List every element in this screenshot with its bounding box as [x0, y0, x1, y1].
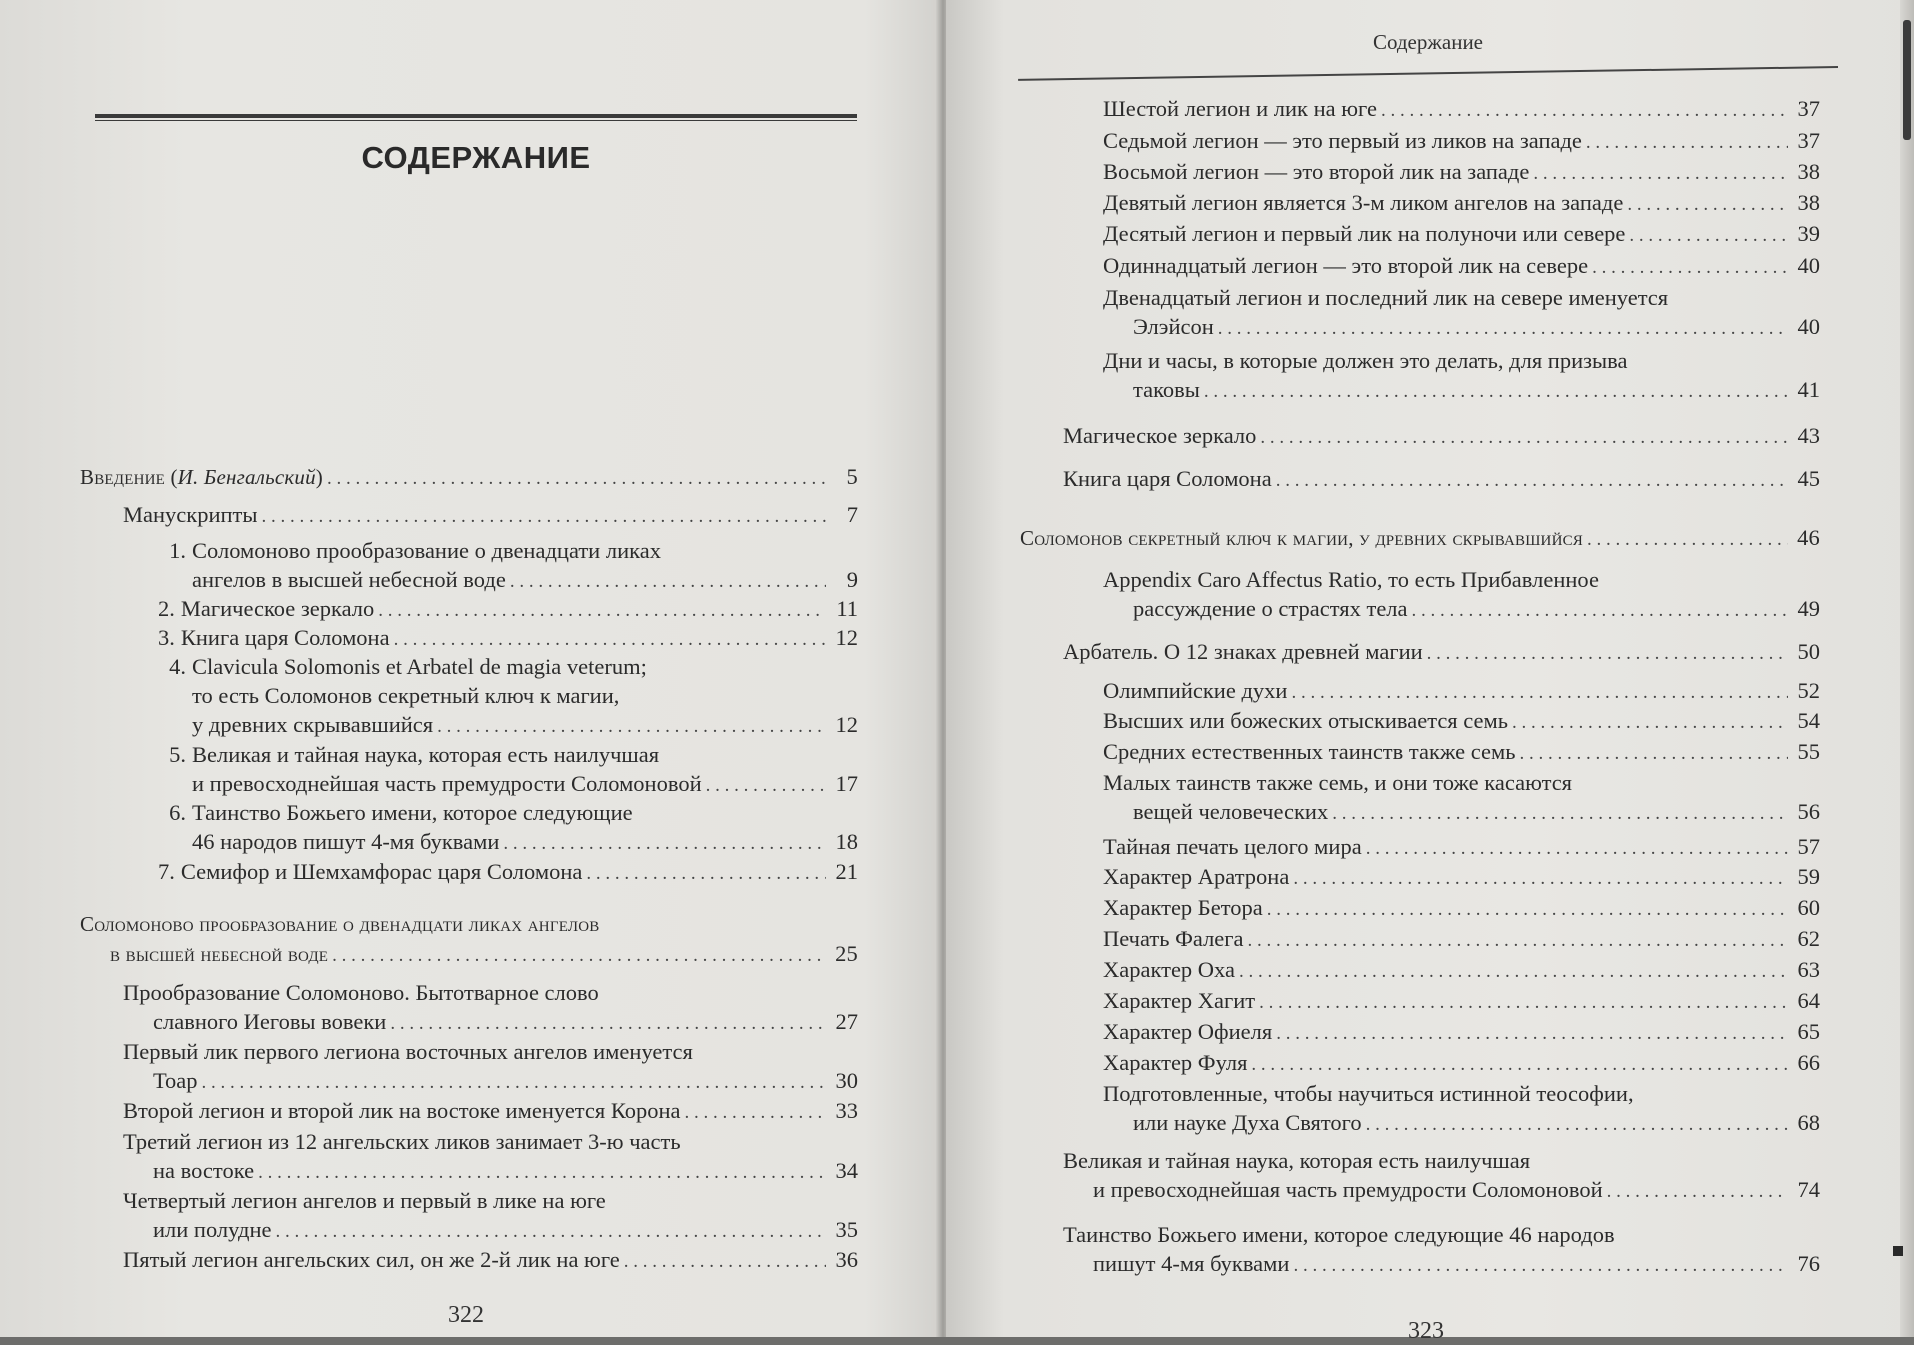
- toc-entry: [1103, 924, 1820, 955]
- toc-page-number: 18: [835, 829, 858, 854]
- toc-entry-title: Характер Аратрона: [1103, 864, 1290, 889]
- toc-page-number: 25: [835, 941, 858, 966]
- toc-entry-title: у древних скрывавшийся: [192, 712, 434, 737]
- running-head: Содержание: [1372, 30, 1484, 54]
- toc-page-number: 56: [1797, 799, 1820, 824]
- toc-entry-title: Первый лик первого легиона восточных ангелов именуется: [123, 1039, 693, 1064]
- toc-page-number: 63: [1797, 957, 1820, 982]
- toc-entry-number: 3.: [158, 625, 175, 650]
- dot-leader: [1592, 253, 1788, 282]
- toc-entry-title: Соломоново прообразование о двенадцати ликах ангелов: [80, 912, 600, 936]
- toc-entry-title: Соломонов секретный ключ к магии, у древних скрывавшийся: [1020, 526, 1584, 550]
- toc-page-number: 12: [835, 712, 858, 737]
- toc-page-number: 38: [1797, 159, 1820, 184]
- toc-page-number: 36: [835, 1247, 858, 1272]
- toc-entry: [1103, 1048, 1820, 1079]
- toc-page-number: 34: [835, 1158, 858, 1183]
- toc-page-number: 64: [1797, 988, 1820, 1013]
- page-title: СОДЕРЖАНИЕ: [361, 140, 591, 175]
- toc-page-number: 76: [1797, 1251, 1820, 1276]
- toc-entry-title: Семифор и Шемхамфорас царя Соломона: [180, 859, 583, 884]
- dot-leader: [332, 941, 826, 970]
- toc-entry-number: 6.: [169, 800, 186, 825]
- toc-page-number: 62: [1797, 926, 1820, 951]
- dot-leader: [1276, 1019, 1788, 1048]
- toc-entry-title: Печать Фалега: [1103, 926, 1244, 951]
- dot-leader: [1260, 423, 1788, 452]
- toc-entry-author: И. Бенгальский: [177, 465, 316, 489]
- toc-entry: [158, 740, 858, 800]
- toc-entry-title: Десятый легион и первый лик на полуночи или севере: [1103, 221, 1626, 246]
- toc-page-number: 37: [1797, 128, 1820, 153]
- dot-leader: [1586, 128, 1788, 157]
- toc-entry: [80, 462, 858, 493]
- toc-entry-title: Соломоново прообразование о двенадцати ликах: [192, 538, 661, 563]
- toc-entry-title: Дни и часы, в которые должен это делать, для призыва: [1103, 348, 1628, 373]
- toc-entry-title: Восьмой легион — это второй лик на западе: [1103, 159, 1530, 184]
- toc-entry: [123, 1127, 858, 1187]
- toc-entry-title: Таинство Божьего имени, которое следующие 46 народов: [1063, 1222, 1615, 1247]
- dot-leader: [1332, 799, 1788, 828]
- toc-entry-title: Введение (И. Бенгальский): [80, 465, 323, 489]
- toc-page-number: 7: [846, 502, 858, 527]
- toc-entry-title: Великая и тайная наука, которая есть наилучшая: [1063, 1148, 1531, 1173]
- toc-entry-title: Высших или божеских отыскивается семь: [1103, 708, 1509, 733]
- toc-page-number: 12: [835, 625, 858, 650]
- dot-leader: [1412, 596, 1788, 625]
- dot-leader: [327, 464, 826, 493]
- toc-entry-title: Шестой легион и лик на юге: [1103, 96, 1377, 121]
- toc-entry-title: Средних естественных таинств также семь: [1103, 739, 1516, 764]
- toc-entry: [1103, 283, 1820, 343]
- toc-entry-title: Таинство Божьего имени, которое следующие: [192, 800, 633, 825]
- toc-entry-title: Характер Хагит: [1103, 988, 1256, 1013]
- toc-entry: [1103, 1017, 1820, 1048]
- toc-page-number: 66: [1797, 1050, 1820, 1075]
- title-rule: [95, 114, 857, 121]
- toc-entry-title: на востоке: [153, 1158, 255, 1183]
- dot-leader: [1533, 159, 1788, 188]
- dot-leader: [394, 625, 826, 654]
- toc-entry: [158, 798, 858, 858]
- toc-entry-title: Третий легион из 12 ангельских ликов занимает 3-ю часть: [123, 1129, 681, 1154]
- toc-page-number: 38: [1797, 190, 1820, 215]
- folio-right: 323: [1408, 1318, 1444, 1344]
- toc-entry-title: Магическое зеркало: [180, 596, 375, 621]
- toc-entry-title: Appendix Caro Affectus Ratio, то есть Прибавленное: [1103, 567, 1599, 592]
- toc-entry: [158, 623, 858, 654]
- toc-entry: [1103, 565, 1820, 625]
- toc-entry-number: 7.: [158, 859, 175, 884]
- toc-entry-title: в высшей небесной воде: [110, 942, 329, 966]
- toc-entry: [123, 1186, 858, 1246]
- toc-entry-title: то есть Соломонов секретный ключ к магии,: [192, 683, 620, 708]
- toc-entry: [1103, 986, 1820, 1017]
- toc-entry-title: или полудне: [153, 1217, 272, 1242]
- toc-entry: [1063, 1146, 1820, 1206]
- toc-entry: [1063, 421, 1820, 452]
- toc-entry-title: Характер Бетора: [1103, 895, 1263, 920]
- toc-page-number: 50: [1797, 639, 1820, 664]
- toc-entry-title: Элэйсон: [1133, 314, 1214, 339]
- toc-entry: [123, 1096, 858, 1127]
- toc-entry-number: 2.: [158, 596, 175, 621]
- toc-entry-title: Манускрипты: [123, 502, 258, 527]
- dot-leader: [258, 1158, 826, 1187]
- toc-entry-title: Характер Офиеля: [1103, 1019, 1273, 1044]
- toc-page-number: 17: [835, 771, 858, 796]
- toc-entry: [1103, 94, 1820, 125]
- toc-entry-title: Clavicula Solomonis et Arbatel de magia veterum;: [192, 654, 647, 679]
- dot-leader: [624, 1247, 826, 1276]
- toc-entry-title: вещей человеческих: [1133, 799, 1329, 824]
- toc-entry: [1103, 219, 1820, 250]
- toc-entry: [1020, 523, 1820, 554]
- toc-entry-title: пишут 4-мя буквами: [1093, 1251, 1290, 1276]
- toc-entry-title: и превосходнейшая часть премудрости Соломоновой: [1093, 1177, 1603, 1202]
- dot-leader: [1587, 525, 1788, 554]
- toc-page-number: 21: [835, 859, 858, 884]
- toc-entry-title: Прообразование Соломоново. Бытотварное слово: [123, 980, 599, 1005]
- dot-leader: [1259, 988, 1788, 1017]
- toc-entry-title: Четвертый легион ангелов и первый в лике на юге: [123, 1188, 606, 1213]
- toc-entry: [1063, 637, 1820, 668]
- toc-entry: [1103, 157, 1820, 188]
- dot-leader: [1276, 466, 1788, 495]
- toc-entry: [158, 536, 858, 596]
- toc-entry-title: ангелов в высшей небесной воде: [192, 567, 506, 592]
- dot-leader: [1291, 678, 1788, 707]
- dot-leader: [1204, 377, 1788, 406]
- toc-page-number: 35: [835, 1217, 858, 1242]
- toc-page-number: 60: [1797, 895, 1820, 920]
- toc-entry-title: или науке Духа Святого: [1133, 1110, 1362, 1135]
- dot-leader: [1381, 96, 1788, 125]
- toc-entry-title: Великая и тайная наука, которая есть наилучшая: [192, 742, 660, 767]
- toc-page-number: 57: [1797, 834, 1820, 859]
- toc-entry: [1103, 676, 1820, 707]
- dot-leader: [378, 596, 826, 625]
- toc-entry: [158, 857, 858, 888]
- toc-entry: [158, 652, 858, 741]
- dot-leader: [1520, 739, 1788, 768]
- dot-leader: [510, 567, 826, 596]
- dot-leader: [503, 829, 826, 858]
- toc-entry-title: Книга царя Соломона: [1063, 466, 1272, 491]
- toc-entry: [1103, 346, 1820, 406]
- toc-entry: [80, 910, 858, 970]
- toc-entry-title: таковы: [1133, 377, 1200, 402]
- dot-leader: [1218, 314, 1788, 343]
- toc-page-number: 27: [835, 1009, 858, 1034]
- toc-entry: [1103, 706, 1820, 737]
- toc-entry: [1103, 862, 1820, 893]
- page-edge: [1900, 0, 1914, 1337]
- dot-leader: [202, 1068, 826, 1097]
- toc-entry-title: Седьмой легион — это первый из ликов на западе: [1103, 128, 1582, 153]
- toc-page-number: 54: [1797, 708, 1820, 733]
- toc-entry-title: Двенадцатый легион и последний лик на севере именуется: [1103, 285, 1669, 310]
- dot-leader: [390, 1009, 826, 1038]
- toc-entry: [1103, 737, 1820, 768]
- dot-leader: [586, 859, 826, 888]
- toc-entry: [1103, 251, 1820, 282]
- toc-entry: [123, 1245, 858, 1276]
- dot-leader: [685, 1098, 826, 1127]
- toc-entry-number: 4.: [169, 654, 186, 679]
- toc-entry-title: славного Иеговы вовеки: [153, 1009, 387, 1034]
- dot-leader: [1293, 864, 1788, 893]
- toc-page-number: 68: [1797, 1110, 1820, 1135]
- toc-entry-title: рассуждение о страстях тела: [1133, 596, 1408, 621]
- toc-entry: [1103, 955, 1820, 986]
- toc-entry-title: 46 народов пишут 4-мя буквами: [192, 829, 500, 854]
- toc-entry-number: 1.: [169, 538, 186, 563]
- toc-page-number: 39: [1797, 221, 1820, 246]
- toc-entry: [123, 1037, 858, 1097]
- toc-entry: [1063, 1220, 1820, 1280]
- toc-entry: [1063, 464, 1820, 495]
- toc-page-number: 33: [835, 1098, 858, 1123]
- toc-entry: [1103, 188, 1820, 219]
- toc-entry-number: 5.: [169, 742, 186, 767]
- toc-entry-title: Малых таинств также семь, и они тоже касаются: [1103, 770, 1573, 795]
- toc-page-number: 37: [1797, 96, 1820, 121]
- dot-leader: [1366, 834, 1788, 863]
- toc-page-number: 30: [835, 1068, 858, 1093]
- toc-entry-title: Пятый легион ангельских сил, он же 2-й лик на юге: [123, 1247, 620, 1272]
- dot-leader: [1627, 190, 1788, 219]
- dot-leader: [1427, 639, 1788, 668]
- dot-leader: [1629, 221, 1788, 250]
- toc-entry: [1103, 768, 1820, 828]
- dot-leader: [437, 712, 826, 741]
- toc-page-number: 74: [1797, 1177, 1820, 1202]
- dot-leader: [1512, 708, 1788, 737]
- toc-entry-title: Книга царя Соломона: [180, 625, 390, 650]
- toc-page-number: 65: [1797, 1019, 1820, 1044]
- folio-left: 322: [448, 1302, 484, 1328]
- toc-page-number: 46: [1797, 525, 1820, 550]
- dot-leader: [1248, 926, 1788, 955]
- dot-leader: [275, 1217, 826, 1246]
- dot-leader: [1239, 957, 1788, 986]
- toc-page-number: 52: [1797, 678, 1820, 703]
- dot-leader: [1366, 1110, 1788, 1139]
- toc-page-number: 40: [1797, 253, 1820, 278]
- toc-page-number: 49: [1797, 596, 1820, 621]
- toc-page-number: 9: [846, 567, 858, 592]
- toc-entry-title: Характер Оха: [1103, 957, 1235, 982]
- toc-entry: [123, 500, 858, 531]
- toc-page-number: 45: [1797, 466, 1820, 491]
- toc-page-number: 59: [1797, 864, 1820, 889]
- toc-page-number: 41: [1797, 377, 1820, 402]
- toc-entry-title: Одиннадцатый легион — это второй лик на севере: [1103, 253, 1589, 278]
- toc-entry: [1103, 1079, 1820, 1139]
- toc-entry-title: Второй легион и второй лик на востоке именуется Корона: [123, 1098, 681, 1123]
- dot-leader: [1293, 1251, 1788, 1280]
- toc-page-number: 43: [1797, 423, 1820, 448]
- toc-entry-title: Девятый легион является 3-м ликом ангелов на западе: [1103, 190, 1624, 215]
- margin-mark: [1893, 1246, 1903, 1256]
- toc-page-number: 5: [846, 464, 858, 489]
- toc-entry: [158, 594, 858, 625]
- dot-leader: [1607, 1177, 1788, 1206]
- toc-entry-title: Олимпийские духи: [1103, 678, 1288, 703]
- toc-entry-title: Характер Фуля: [1103, 1050, 1248, 1075]
- dot-leader: [1251, 1050, 1788, 1079]
- dot-leader: [1267, 895, 1788, 924]
- dot-leader: [706, 771, 826, 800]
- toc-entry: [1103, 126, 1820, 157]
- toc-page-number: 40: [1797, 314, 1820, 339]
- toc-entry-title: Подготовленные, чтобы научиться истинной теософии,: [1103, 1081, 1634, 1106]
- toc-page-number: 55: [1797, 739, 1820, 764]
- toc-entry: [1103, 832, 1820, 863]
- toc-entry-title: Арбатель. О 12 знаках древней магии: [1063, 639, 1423, 664]
- toc-entry-title: Тоар: [153, 1068, 198, 1093]
- toc-page-number: 11: [836, 596, 858, 621]
- toc-entry: [1103, 893, 1820, 924]
- toc-entry: [123, 978, 858, 1038]
- toc-entry-title: и превосходнейшая часть премудрости Соломоновой: [192, 771, 702, 796]
- dot-leader: [261, 502, 826, 531]
- toc-entry-title: Тайная печать целого мира: [1103, 834, 1362, 859]
- toc-entry-title: Магическое зеркало: [1063, 423, 1257, 448]
